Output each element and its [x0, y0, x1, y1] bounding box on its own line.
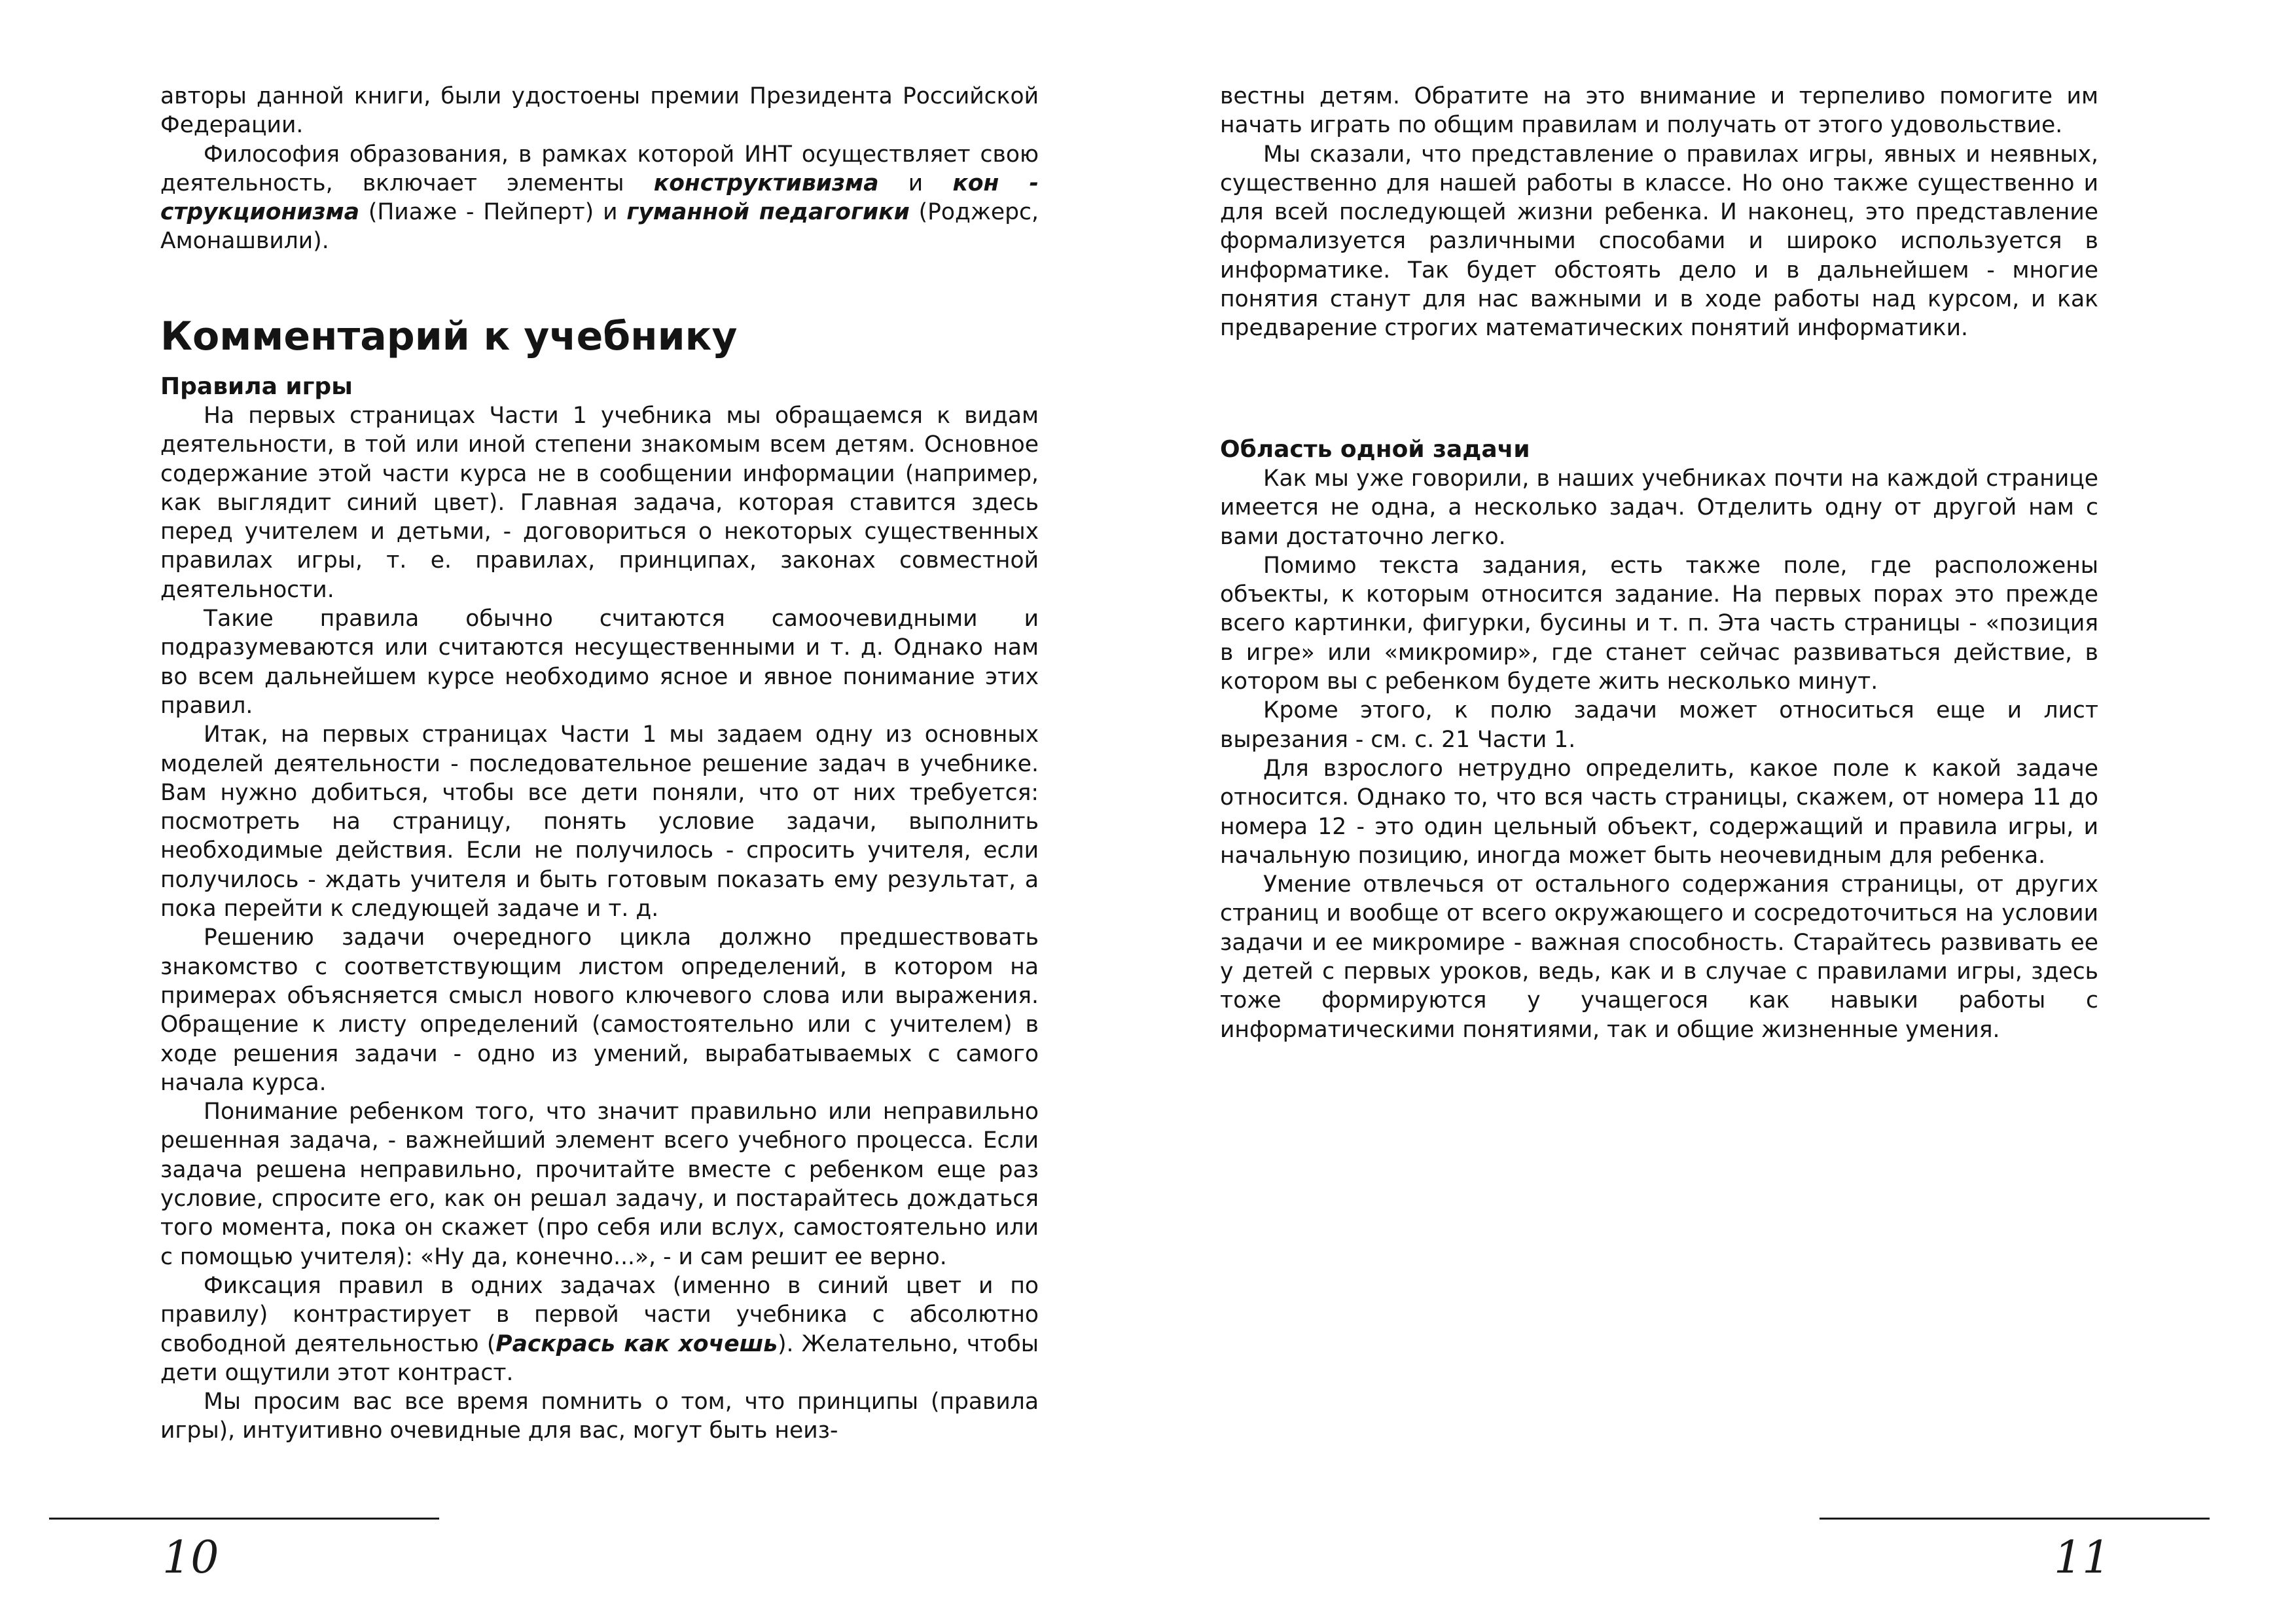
paragraph	[1220, 464, 2098, 551]
emphasis-text: «Ну да, конечно...»	[420, 1243, 649, 1270]
text-run: Умение отвлечься от остального содержания страницы, от других страниц и вообще от всего окружающего и сосредоточиться на условии задачи и ее микромире - важная способность. Старайтесь развивать ее у детей с первых уроков, ведь, как и в случае с правилами игры, здесь тоже формируются у учащегося как навыки работы с информатическими понятиями, так и общие жизненные умения.	[1220, 871, 2098, 1043]
paragraph	[160, 604, 1039, 720]
paragraph	[1220, 696, 2098, 754]
text-run: и	[878, 170, 953, 196]
left-intro	[160, 82, 1039, 256]
text-run: Решению задачи очередного цикла должно предшествовать знакомство с соответствующим листом определений, в котором на примерах объясняется смысл нового ключевого слова или выражения. Обращение к листу определений (самостоятельно или с учителем) в ходе решения задачи - одно из умений, вырабатываемых с самого начала курса.	[160, 924, 1039, 1096]
paragraph	[1220, 754, 2098, 870]
emphasis-text: ясное	[659, 663, 728, 690]
paragraph	[160, 1097, 1039, 1271]
text-run: Понимание ребенком того, что значит правильно или неправильно решенная задача, - важнейший элемент всего учебного процесса. Если задача решена неправильно, прочитайте вместе с ребенком еще раз условие, спросите его, как он решал задачу, и постарайтесь дождаться того момента, пока он скажет (про себя или вслух, самостоятельно или с помощью учителя):	[160, 1099, 1039, 1270]
paragraph	[1220, 82, 2098, 140]
text-run: Как мы уже говорили, в наших учебниках почти на каждой странице имеется не одна, а несколько задач. Отделить одну от другой нам с вами достаточно легко.	[1220, 465, 2098, 550]
text-run: Мы просим вас все время помнить о том, что принципы (правила игры), интуитивно очевидные для вас, могут быть неиз-	[160, 1389, 1039, 1444]
text-run: вестны детям. Обратите на это внимание и терпеливо помогите им начать играть по общим правилам и получать от этого удовольствие.	[1220, 83, 2098, 139]
paragraph	[160, 140, 1039, 256]
text-run: авторы данной книги, были удостоены премии Президента Российской Федерации.	[160, 83, 1039, 139]
page-heading: Комментарий к учебнику	[160, 314, 738, 359]
page-number-left: 10	[162, 1532, 219, 1584]
right-continuation	[1220, 82, 2098, 343]
footer-rule-right	[1820, 1518, 2210, 1520]
emphasis-text: гуманной педагогики	[626, 199, 910, 226]
paragraph	[160, 923, 1039, 1097]
paragraph	[1220, 870, 2098, 1044]
footer-rule-left	[49, 1518, 439, 1520]
text-run: и	[728, 663, 763, 690]
text-run: Итак, на первых страницах Части 1 мы задаем одну из основных моделей деятельности - последовательное решение задач в учебнике. Вам нужно добиться, чтобы все дети поняли, что от них требуется: посмотреть на страницу, понять условие задачи, выполнить необходимые действия. Если не получилось - спросить учителя, если получилось - ждать учителя и быть готовым показать ему результат, а пока перейти к следующей задаче и т. д.	[160, 721, 1039, 922]
text-run: (Пиаже - Пейперт) и	[359, 199, 627, 226]
text-run: Мы сказали, что представление о правилах игры, явных и неявных, существенно для нашей работы в классе. Но оно также существенно и для всей последующей жизни ребенка. И наконец, это представление формализуется различными способами и широко используется в информатике. Так будет обстоять дело и в дальнейшем - многие понятия станут для нас важными и в ходе работы над курсом, и как предварение строгих математических понятий информатики.	[1220, 141, 2098, 342]
text-run: Помимо текста задания, есть также поле, где расположены объекты, к которым относится задание. На первых порах это прежде всего картинки, фигурки, бусины и т. п. Эта часть страницы - «позиция в игре» или «микромир», где станет сейчас развиваться действие, в котором вы с ребенком будете жить несколько минут.	[1220, 552, 2098, 695]
text-run: (Роджерс, Амонашвили).	[160, 199, 1039, 255]
emphasis-text: кон - струкционизма	[160, 170, 1039, 226]
text-run: Для взрослого нетрудно определить, какое поле к какой задаче относится. Однако то, что вся часть страницы, скажем, от номера 11 до номера 12 - это один цельный объект, содержащий и правила игры, и начальную позицию, иногда может быть неочевидным для ребенка.	[1220, 755, 2098, 869]
left-page	[160, 82, 1039, 1444]
text-run: На первых страницах Части 1 учебника мы обращаемся к видам деятельности, в той или иной степени знакомым всем детям. Основное содержание этой части курса не в сообщении информации (например, как выглядит синий цвет). Главная задача, которая ставится здесь перед учителем и детьми, - договориться о некоторых существенных правилах игры, т. е. правилах, принципах, законах совместной деятельности.	[160, 403, 1039, 603]
text-run: Философия образования, в рамках которой ИНТ осуществляет свою деятельность, включает элементы	[160, 141, 1039, 196]
paragraph	[160, 1271, 1039, 1387]
section-heading-rules: Правила игры	[160, 373, 353, 400]
text-run: понимание этих правил.	[160, 663, 1039, 719]
text-run: Фиксация правил в одних задачах (именно в синий цвет и по правилу) контрастирует в первой части учебника с абсолютно свободной деятельностью (	[160, 1272, 1039, 1357]
paragraph	[160, 82, 1039, 140]
text-run: Такие правила обычно считаются самоочевидными и подразумеваются или считаются несущественными и т. д. Однако нам во всем дальнейшем курсе необходимо	[160, 606, 1039, 690]
paragraph	[1220, 140, 2098, 343]
paragraph	[160, 401, 1039, 604]
task-area-section	[1220, 464, 2098, 1044]
paragraph	[160, 720, 1039, 923]
text-run: ). Желательно, чтобы дети ощутили этот контраст.	[160, 1330, 1039, 1386]
page-number-right: 11	[2054, 1532, 2111, 1584]
emphasis-text: конструктивизма	[653, 170, 879, 196]
emphasis-text: Раскрась как хочешь	[495, 1330, 778, 1357]
paragraph	[1220, 551, 2098, 696]
rules-section	[160, 401, 1039, 1446]
emphasis-text: явное	[762, 663, 833, 690]
section-heading-task-area: Область одной задачи	[1220, 436, 1530, 463]
text-run: , - и сам решит ее верно.	[649, 1243, 947, 1270]
text-run: Кроме этого, к полю задачи может относиться еще и лист вырезания - см. с. 21 Части 1.	[1220, 697, 2098, 753]
right-page	[1220, 82, 2098, 1043]
paragraph	[160, 1387, 1039, 1446]
